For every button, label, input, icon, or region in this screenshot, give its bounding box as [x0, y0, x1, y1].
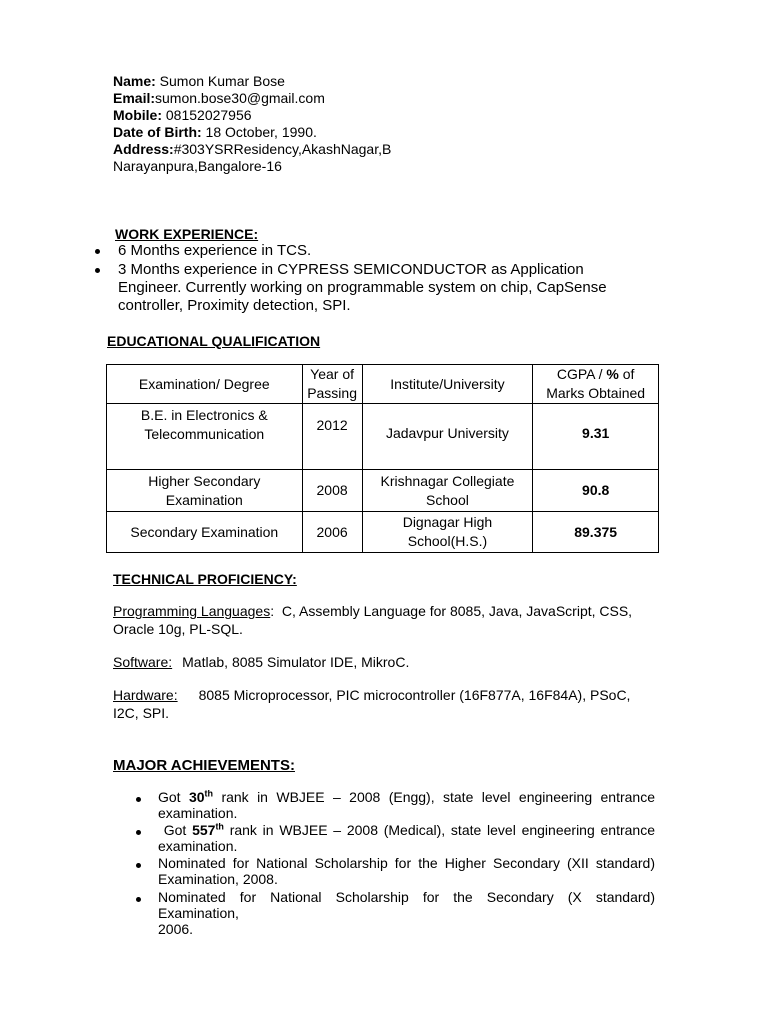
bullet-icon	[95, 249, 100, 254]
bullet-icon	[95, 268, 100, 273]
achievement-item-4: Nominated for National Scholarship for the Secondary (X standard) Examination, 2006.	[158, 889, 655, 937]
mobile-label: Mobile:	[113, 107, 162, 123]
dob-row	[113, 124, 391, 141]
programming-languages-label: Programming Languages	[113, 603, 271, 619]
work-item-1: 6 Months experience in TCS.	[118, 242, 312, 259]
bullet-icon	[136, 830, 141, 835]
name-row	[113, 73, 391, 90]
table-row	[107, 470, 659, 512]
score-cell: 9.31	[533, 404, 659, 470]
work-item-2-line3: controller, Proximity detection, SPI.	[118, 297, 351, 314]
bullet-icon	[136, 863, 141, 868]
header-cgpa: CGPA / % of Marks Obtained	[533, 365, 659, 404]
technical-heading: TECHNICAL PROFICIENCY:	[113, 571, 297, 587]
achievements-heading: MAJOR ACHIEVEMENTS:	[113, 757, 295, 774]
address-row	[113, 141, 391, 158]
name-label: Name:	[113, 73, 156, 89]
email-label: Email:	[113, 90, 156, 106]
dob-label: Date of Birth:	[113, 124, 202, 140]
mobile-row	[113, 107, 391, 124]
exam-cell: B.E. in Electronics & Telecommunication	[107, 404, 303, 470]
table-row	[107, 512, 659, 553]
education-table	[106, 364, 659, 553]
hardware-label: Hardware:	[113, 687, 178, 703]
address-line1: #303YSRResidency,AkashNagar,B	[173, 141, 392, 157]
education-heading: EDUCATIONAL QUALIFICATION	[107, 333, 321, 349]
work-item-2-line2: Engineer. Currently working on programmable system on chip, CapSense	[118, 279, 607, 296]
institute-cell: Jadavpur University	[362, 404, 533, 470]
exam-cell: Secondary Examination	[107, 512, 303, 553]
hardware-line1	[113, 687, 630, 704]
year-cell: 2012	[302, 404, 362, 470]
personal-details	[113, 73, 391, 175]
mobile-value: 08152027956	[162, 107, 252, 123]
table-row	[107, 404, 659, 470]
year-cell: 2008	[302, 470, 362, 512]
programming-languages-line1: Programming Languages: C, Assembly Language for 8085, Java, JavaScript, CSS,	[113, 603, 633, 619]
software-line	[113, 654, 409, 671]
address-line2: Narayanpura,Bangalore-16	[113, 158, 282, 174]
email-row	[113, 90, 391, 107]
institute-cell: Dignagar High School(H.S.)	[362, 512, 533, 553]
year-cell: 2006	[302, 512, 362, 553]
header-institute: Institute/University	[362, 365, 533, 404]
work-item-2-line1: 3 Months experience in CYPRESS SEMICONDUCTOR as Application	[118, 261, 584, 278]
exam-cell: Higher Secondary Examination	[107, 470, 303, 512]
header-year: Year of Passing	[302, 365, 362, 404]
hardware-value: 8085 Microprocessor, PIC microcontroller (16F877A, 16F84A), PSoC,	[198, 687, 631, 703]
header-exam: Examination/ Degree	[107, 365, 303, 404]
work-experience-heading: WORK EXPERIENCE:	[115, 226, 259, 242]
score-cell: 90.8	[533, 470, 659, 512]
achievement-item-1: Got 30th rank in WBJEE – 2008 (Engg), state level engineering entrance examination.	[158, 788, 655, 821]
hardware-line2: I2C, SPI.	[113, 705, 170, 721]
achievement-item-2: Got 557th rank in WBJEE – 2008 (Medical), state level engineering entrance examination.	[158, 821, 655, 854]
table-header-row	[107, 365, 659, 404]
software-label: Software:	[113, 654, 173, 670]
programming-languages-line2: Oracle 10g, PL-SQL.	[113, 621, 243, 637]
score-cell: 89.375	[533, 512, 659, 553]
bullet-icon	[136, 897, 141, 902]
dob-value: 18 October, 1990.	[201, 124, 317, 140]
name-value: Sumon Kumar Bose	[155, 73, 285, 89]
institute-cell: Krishnagar Collegiate School	[362, 470, 533, 512]
achievement-item-3: Nominated for National Scholarship for the Higher Secondary (XII standard) Examination, 2008.	[158, 855, 655, 887]
bullet-icon	[136, 797, 141, 802]
email-value: sumon.bose30@gmail.com	[155, 90, 325, 106]
address-label: Address:	[113, 141, 174, 157]
software-value: Matlab, 8085 Simulator IDE, MikroC.	[182, 654, 410, 670]
